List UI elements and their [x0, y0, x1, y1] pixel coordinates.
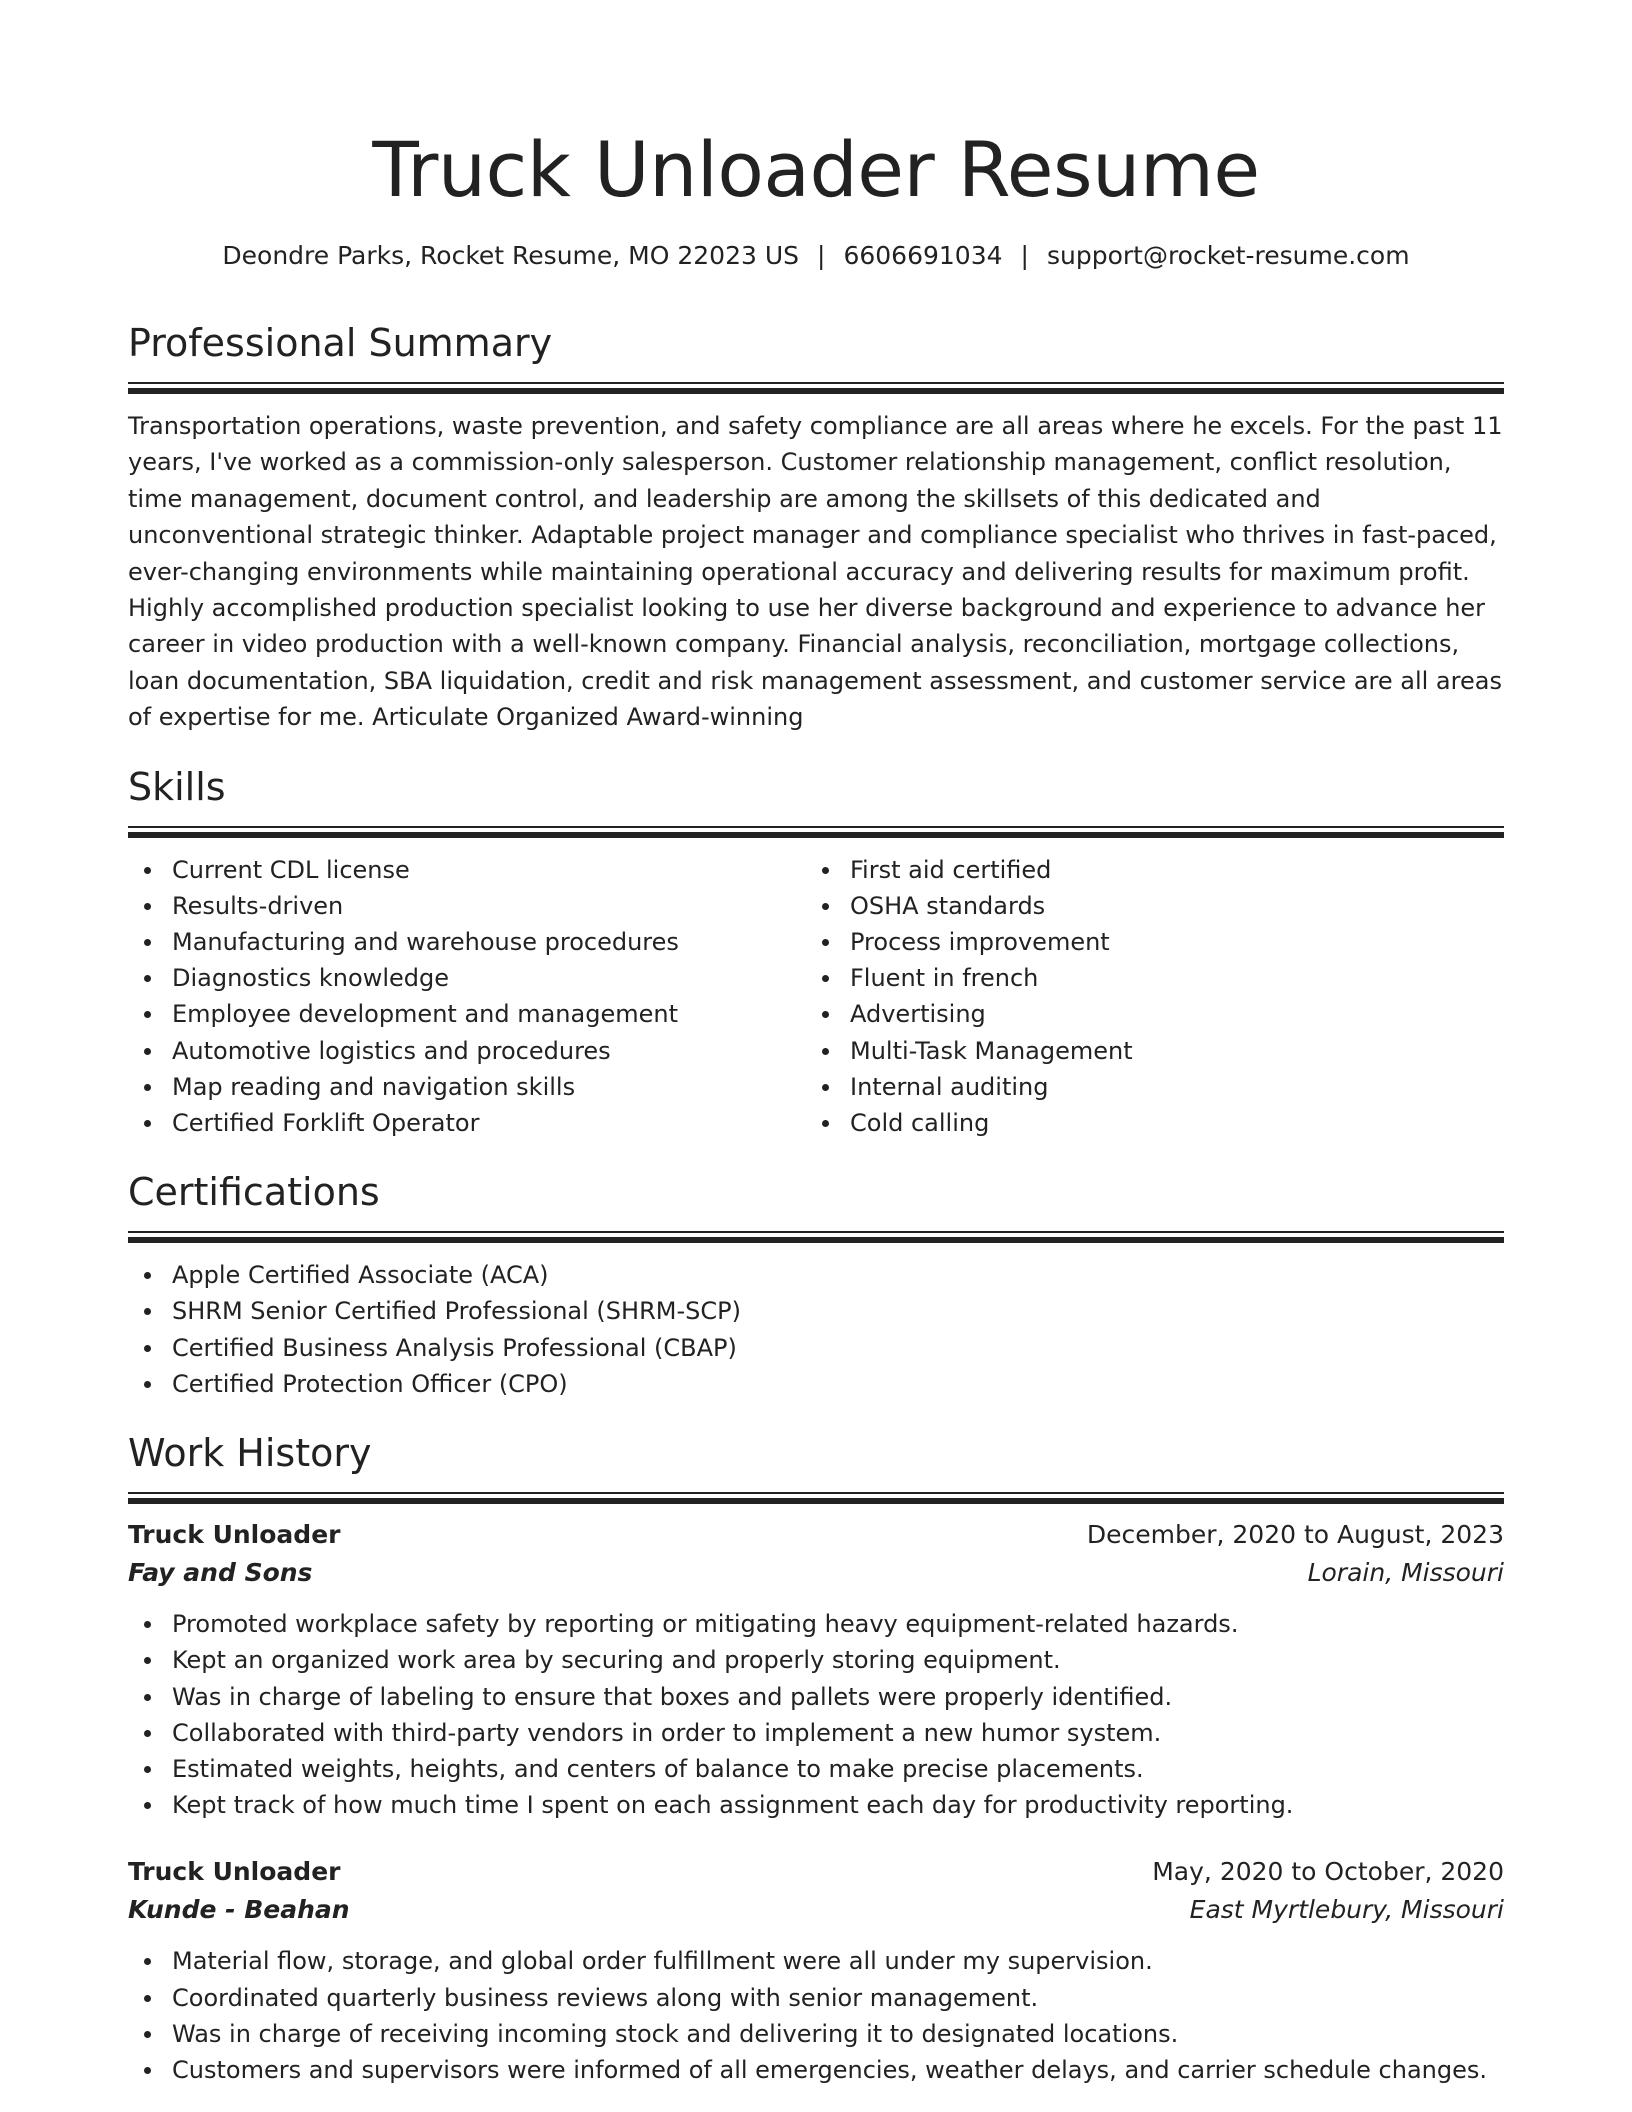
job-title: Truck Unloader: [128, 1520, 341, 1550]
job-dates: December, 2020 to August, 2023: [1086, 1520, 1504, 1550]
resume-title: Truck Unloader Resume: [372, 125, 1260, 214]
job-entry: [128, 1853, 1504, 2088]
job-subheader: [128, 1891, 1504, 1929]
skills-section: [128, 762, 1504, 1142]
skills-left-column: [128, 852, 806, 1142]
job-duty-item: Kept an organized work area by securing and properly storing equipment.: [128, 1642, 1504, 1678]
skills-right-column: [806, 852, 1484, 1142]
section-divider: [128, 1231, 1504, 1243]
skills-grid: [128, 852, 1504, 1142]
skill-item: Manufacturing and warehouse procedures: [128, 924, 806, 960]
job-duty-item: Material flow, storage, and global order fulfillment were all under my supervision.: [128, 1943, 1504, 1979]
summary-text: Transportation operations, waste prevention, and safety compliance are all areas where he excels. For the past 11 years, I've worked as a commission-only salesperson. Customer relationship management, conflict resolution, time management, document control, and leadership are among the skillsets of this dedicated and unconventional strategic thinker. Adaptable project manager and compliance specialist who thrives in fast-paced, ever-changing environments while maintaining operational accuracy and delivering results for maximum profit. Highly accomplished production specialist looking to use her diverse background and experience to advance her career in video production with a well-known company. Financial analysis, reconciliation, mortgage collections, loan documentation, SBA liquidation, credit and risk management assessment, and customer service are all areas of expertise for me. Articulate Organized Award-winning: [128, 412, 1503, 732]
section-divider: [128, 382, 1504, 394]
skill-item: Current CDL license: [128, 852, 806, 888]
contact-email: support@rocket-resume.com: [1046, 241, 1410, 270]
job-subheader: [128, 1554, 1504, 1592]
work-history-heading: Work History: [128, 1431, 372, 1476]
contact-phone: 6606691034: [843, 241, 1003, 270]
skill-item: First aid certified: [806, 852, 1484, 888]
job-duties: [128, 1606, 1504, 1823]
job-duty-item: Kept track of how much time I spent on each assignment each day for productivity reporting.: [128, 1787, 1504, 1823]
section-divider: [128, 1492, 1504, 1504]
summary-section: [128, 318, 1504, 736]
skill-item: OSHA standards: [806, 888, 1484, 924]
job-duties: [128, 1943, 1504, 2088]
skill-item: Map reading and navigation skills: [128, 1069, 806, 1105]
skill-item: Employee development and management: [128, 996, 806, 1032]
summary-heading: Professional Summary: [128, 321, 553, 365]
skills-heading: Skills: [128, 764, 226, 809]
job-duty-item: Was in charge of receiving incoming stock and delivering it to designated locations.: [128, 2016, 1504, 2052]
skill-item: Fluent in french: [806, 960, 1484, 996]
job-duty-item: Was in charge of labeling to ensure that boxes and pallets were properly identified.: [128, 1679, 1504, 1715]
job-employer: Kunde - Beahan: [128, 1895, 350, 1925]
job-duty-item: Promoted workplace safety by reporting or mitigating heavy equipment-related hazards.: [128, 1606, 1504, 1642]
job-location: Lorain, Missouri: [1307, 1558, 1504, 1588]
job-entry: [128, 1516, 1504, 1823]
job-location: East Myrtlebury, Missouri: [1189, 1895, 1504, 1925]
contact-line: [128, 238, 1504, 274]
certification-item: Certified Protection Officer (CPO): [128, 1366, 1504, 1402]
job-dates: May, 2020 to October, 2020: [1152, 1857, 1504, 1887]
certifications-section: [128, 1167, 1504, 1402]
skill-item: Multi-Task Management: [806, 1033, 1484, 1069]
skill-item: Internal auditing: [806, 1069, 1484, 1105]
certifications-heading: Certifications: [128, 1170, 380, 1215]
skill-item: Cold calling: [806, 1105, 1484, 1141]
job-header: [128, 1853, 1504, 1891]
certification-item: Apple Certified Associate (ACA): [128, 1257, 1504, 1293]
job-duty-item: Coordinated quarterly business reviews along with senior management.: [128, 1980, 1504, 2016]
job-duty-item: Collaborated with third-party vendors in order to implement a new humor system.: [128, 1715, 1504, 1751]
job-duty-item: Estimated weights, heights, and centers of balance to make precise placements.: [128, 1751, 1504, 1787]
skill-item: Diagnostics knowledge: [128, 960, 806, 996]
certification-item: SHRM Senior Certified Professional (SHRM-SCP): [128, 1293, 1504, 1329]
skill-item: Process improvement: [806, 924, 1484, 960]
resume-page: [128, 0, 1504, 2088]
skill-item: Certified Forklift Operator: [128, 1105, 806, 1141]
work-history-section: [128, 1428, 1504, 2088]
job-employer: Fay and Sons: [128, 1558, 313, 1588]
contact-separator: |: [817, 241, 826, 270]
job-title: Truck Unloader: [128, 1857, 341, 1887]
certifications-list: [128, 1257, 1504, 1402]
job-header: [128, 1516, 1504, 1554]
certification-item: Certified Business Analysis Professional (CBAP): [128, 1330, 1504, 1366]
contact-separator: |: [1020, 241, 1029, 270]
job-duty-item: Customers and supervisors were informed of all emergencies, weather delays, and carrier schedule changes.: [128, 2052, 1504, 2088]
contact-address: Deondre Parks, Rocket Resume, MO 22023 US: [222, 241, 800, 270]
skill-item: Automotive logistics and procedures: [128, 1033, 806, 1069]
section-divider: [128, 826, 1504, 838]
skill-item: Results-driven: [128, 888, 806, 924]
skill-item: Advertising: [806, 996, 1484, 1032]
